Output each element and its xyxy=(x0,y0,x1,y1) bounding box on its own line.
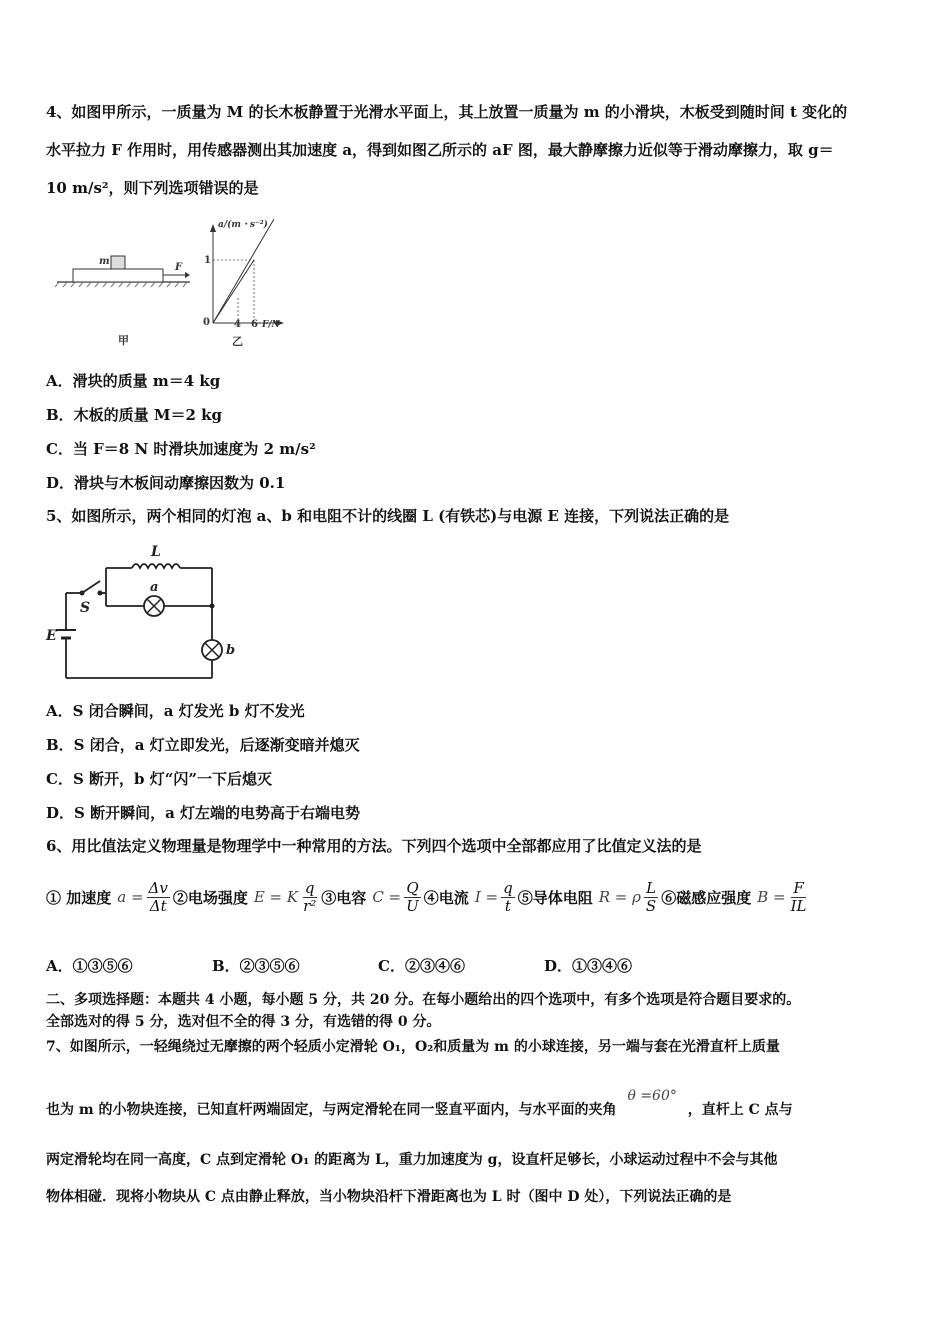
formula-capacitance-fraction: $\frac{Q}{U}$ xyxy=(406,878,419,915)
circuit-diagram xyxy=(44,538,244,683)
formula-resistance-lhs: R = ρ xyxy=(598,888,641,906)
formula-resistance-fraction: $\frac{L}{S}$ xyxy=(645,878,657,915)
mass-label: m xyxy=(99,256,110,267)
q5-option-c: C．S 断开，b 灯“闪”一下后熄灭 xyxy=(46,770,272,788)
formula-electric-field-fraction: $\frac{q}{\text{r²}}$ xyxy=(303,878,317,915)
y-axis-label: a/(m・s⁻²) xyxy=(218,220,268,230)
lamp-b-label: b xyxy=(226,643,236,658)
q5-stem: 5、如图所示，两个相同的灯泡 a、b 和电阻不计的线圈 L (有铁芯)与电源 E 连接，下列说法正确的是 xyxy=(46,507,730,525)
q4-option-d: D．滑块与木板间动摩擦因数为 0.1 xyxy=(46,474,286,492)
figure-yi-caption: 乙 xyxy=(232,335,243,348)
q7-angle: θ =60° xyxy=(627,1088,677,1104)
q6-formula-row xyxy=(46,872,811,922)
formula-current-lhs: I = xyxy=(474,888,499,906)
x-axis-label: F/N xyxy=(262,320,280,330)
item-electric-field: ②电场强度 xyxy=(172,888,248,907)
formula-magnetic-induction-fraction: $\frac{F}{IL}$ xyxy=(790,878,807,915)
q4-stem-line-3: 10 m/s²，则下列选项错误的是 xyxy=(46,179,259,197)
item-acceleration: ① 加速度 xyxy=(46,888,112,907)
formula-acceleration-lhs: a = xyxy=(117,888,144,906)
q4-option-c: C．当 F＝8 N 时滑块加速度为 2 m/s² xyxy=(46,440,316,458)
q6-stem: 6、用比值法定义物理量是物理学中一种常用的方法。下列四个选项中全部都应用了比值定义法的是 xyxy=(46,837,702,855)
formula-capacitance-lhs: C = xyxy=(372,888,402,906)
q6-choice-b: B．②③⑤⑥ xyxy=(212,957,300,975)
formula-electric-field-lhs: E = K xyxy=(253,888,299,906)
lamp-a-label: a xyxy=(150,580,159,595)
q4-stem-line-1: 4、如图甲所示，一质量为 M 的长木板静置于光滑水平面上，其上放置一质量为 m 的小滑块，木板受到随时间 t 变化的 xyxy=(46,103,848,121)
q5-option-b: B．S 闭合，a 灯立即发光，后逐渐变暗并熄灭 xyxy=(46,736,360,754)
q7-stem-line-4: 物体相碰．现将小物块从 C 点由静止释放，当小物块沿杆下滑距离也为 L 时（图中 D 处），下列说法正确的是 xyxy=(46,1189,732,1205)
force-label: F xyxy=(175,262,183,273)
figure-jia-caption: 甲 xyxy=(118,334,129,347)
formula-magnetic-induction-lhs: B = xyxy=(757,888,786,906)
x-tick-4: 4 xyxy=(234,319,241,330)
figure-jia xyxy=(55,240,195,350)
graph-line-shallow xyxy=(213,260,254,323)
item-resistance: ⑤导体电阻 xyxy=(517,888,593,907)
item-capacitance: ③电容 xyxy=(321,888,367,907)
lamp-b xyxy=(202,640,222,660)
q5-option-d: D．S 断开瞬间，a 灯左端的电势高于右端电势 xyxy=(46,804,361,822)
q4-option-a: A．滑块的质量 m＝4 kg xyxy=(46,372,221,390)
q4-option-b: B．木板的质量 M＝2 kg xyxy=(46,406,223,424)
coil-label: L xyxy=(151,544,161,560)
slider-block xyxy=(111,256,125,269)
q6-choice-c: C．②③④⑥ xyxy=(378,957,465,975)
x-tick-6: 6 xyxy=(251,319,258,330)
switch-label: S xyxy=(80,600,91,616)
lamp-a xyxy=(144,596,164,616)
formula-current-fraction: $\frac{q}{t}$ xyxy=(503,878,513,915)
q7-stem-line-2: 也为 m 的小物块连接，已知直杆两端固定，与两定滑轮在同一竖直平面内，与水平面的夹角 θ =60° ，直杆上 C 点与 xyxy=(46,1088,793,1118)
section2-heading-line-2: 全部选对的得 5 分，选对但不全的得 3 分，有选错的得 0 分。 xyxy=(46,1014,441,1030)
origin-label: 0 xyxy=(203,317,210,328)
q6-choices xyxy=(46,955,632,976)
formula-acceleration-fraction: $\frac{\Delta v}{\Delta t}$ xyxy=(148,878,168,915)
q6-choice-d: D．①③④⑥ xyxy=(544,957,633,975)
item-magnetic-induction: ⑥磁感应强度 xyxy=(661,888,752,907)
figure-yi xyxy=(198,215,298,350)
graph-line-steep xyxy=(213,219,274,323)
q7-stem-line-1: 7、如图所示，一轻绳绕过无摩擦的两个轻质小定滑轮 O₁，O₂和质量为 m 的小球连接，另一端与套在光滑直杆上质量 xyxy=(46,1039,780,1055)
y-tick-1: 1 xyxy=(204,255,211,266)
source-label: E xyxy=(46,628,57,644)
section2-heading-line-1: 二、多项选择题：本题共 4 小题，每小题 5 分，共 20 分。在每小题给出的四个选项中，有多个选项是符合题目要求的。 xyxy=(46,992,801,1008)
q7-stem-line-3: 两定滑轮均在同一高度，C 点到定滑轮 O₁ 的距离为 L，重力加速度为 g，设直杆足够长，小球运动过程中不会与其他 xyxy=(46,1152,778,1168)
q4-stem-line-2: 水平拉力 F 作用时，用传感器测出其加速度 a，得到如图乙所示的 aF 图，最大静摩擦力近似等于滑动摩擦力，取 g＝ xyxy=(46,141,834,159)
item-current: ④电流 xyxy=(423,888,469,907)
q6-choice-a: A．①③⑤⑥ xyxy=(46,957,133,975)
q5-option-a: A．S 闭合瞬间，a 灯发光 b 灯不发光 xyxy=(46,702,305,720)
